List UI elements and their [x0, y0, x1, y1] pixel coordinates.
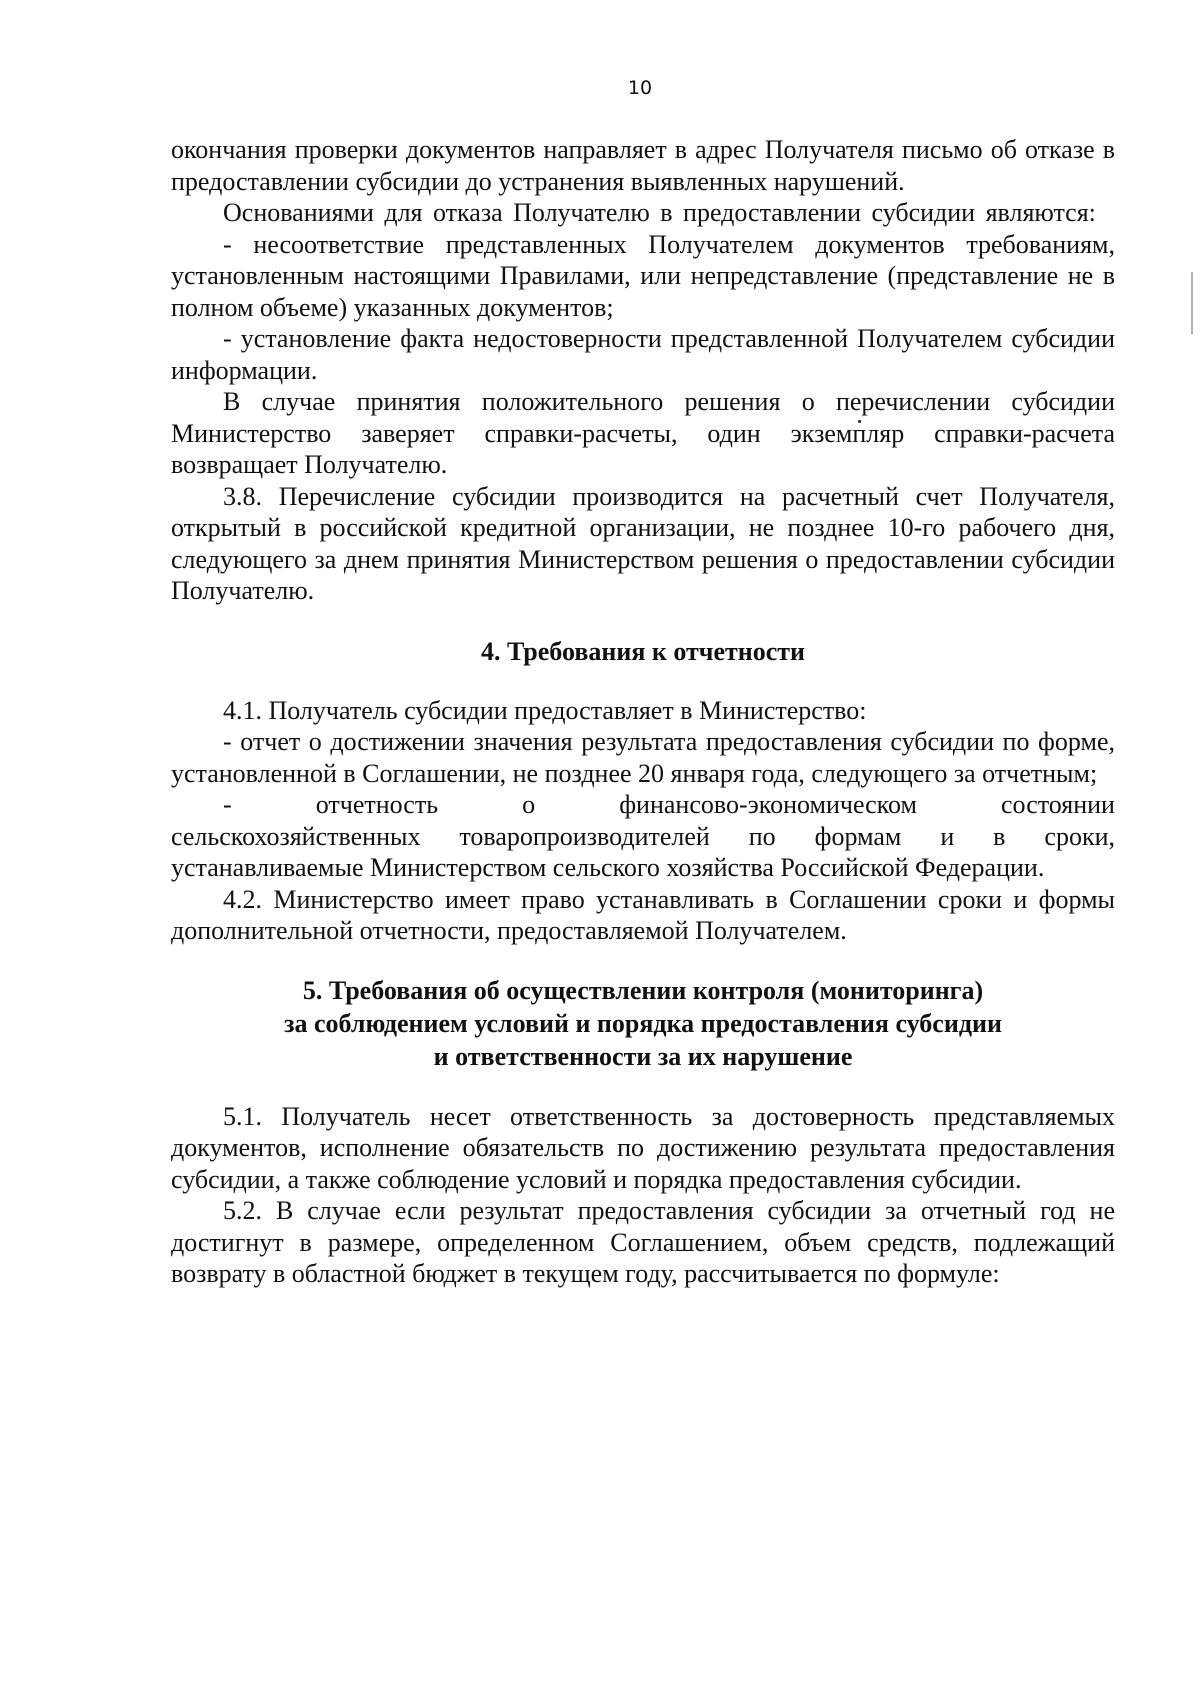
- paragraph-positive-decision: В случае принятия положительного решения о перечислении субсидии Министерство заверяет справки-расчеты, один экземпляр справки-расчета возвращает Получателю.: [171, 387, 1115, 479]
- paragraph-refusal-grounds: Основаниями для отказа Получателю в предоставлении субсидии являются:: [223, 198, 1096, 227]
- word: -: [223, 790, 232, 819]
- section-5-heading-line3: и ответственности за их нарушение: [433, 1041, 853, 1071]
- section-5-heading: [171, 974, 1115, 1073]
- word: состоянии: [1001, 790, 1115, 819]
- section-5-heading-line1: 5. Требования об осуществлении контроля (мониторинга): [302, 975, 984, 1005]
- paragraph-5-2: 5.2. В случае если результат предоставления субсидии за отчетный год не достигнут в размере, определенном Соглашением, объем средств, подлежащий возврату в областной бюджет в текущем году, рассчитывается по формуле:: [171, 1196, 1115, 1288]
- paragraph-5-1: 5.1. Получатель несет ответственность за достоверность представляемых документов, исполнение обязательств по достижению результата предоставления субсидии, а также соблюдение условий и порядка предоставления субсидии.: [171, 1101, 1115, 1194]
- word: отчетность: [315, 790, 439, 819]
- page-number: 10: [627, 77, 653, 99]
- paragraph-4-1-financial-line1: [171, 789, 1115, 821]
- paragraph-ground-false-info: - установление факта недостоверности представленной Получателем субсидии информации.: [171, 324, 1115, 385]
- paragraph-3-8-transfer: 3.8. Перечисление субсидии производится на расчетный счет Получателя, открытый в российской кредитной организации, не позднее 10-го рабочего дня, следующего за днем принятия Министерством решения о предоставлении субсидии Получателю.: [171, 481, 1115, 605]
- word: финансово-экономическом: [619, 790, 917, 819]
- section-5-heading-line2: за соблюдением условий и порядка предоставления субсидии: [284, 1008, 1002, 1038]
- scan-edge-mark: [1191, 272, 1193, 334]
- document-body: [171, 134, 1115, 1290]
- paragraph-4-1-financial-rest: сельскохозяйственных товаропроизводителей по формам и в сроки, устанавливаемые Министерством сельского хозяйства Российской Федерации.: [171, 821, 1115, 882]
- paragraph-refusal-letter: окончания проверки документов направляет в адрес Получателя письмо об отказе в предоставлении субсидии до устранения выявленных нарушений.: [171, 135, 1115, 196]
- paragraph-4-1-report: - отчет о достижении значения результата предоставления субсидии по форме, установленной в Соглашении, не позднее 20 января года, следующего за отчетным;: [171, 727, 1115, 788]
- paragraph-4-2: 4.2. Министерство имеет право устанавливать в Соглашении сроки и формы дополнительной отчетности, предоставляемой Получателем.: [171, 884, 1115, 945]
- paragraph-ground-documents: - несоответствие представленных Получателем документов требованиям, установленным настоящими Правилами, или непредставление (представление не в полном объеме) указанных документов;: [171, 229, 1115, 322]
- section-4-heading: 4. Требования к отчетности: [480, 636, 806, 666]
- word: о: [522, 790, 536, 819]
- paragraph-4-1: 4.1. Получатель субсидии предоставляет в Министерство:: [223, 695, 867, 725]
